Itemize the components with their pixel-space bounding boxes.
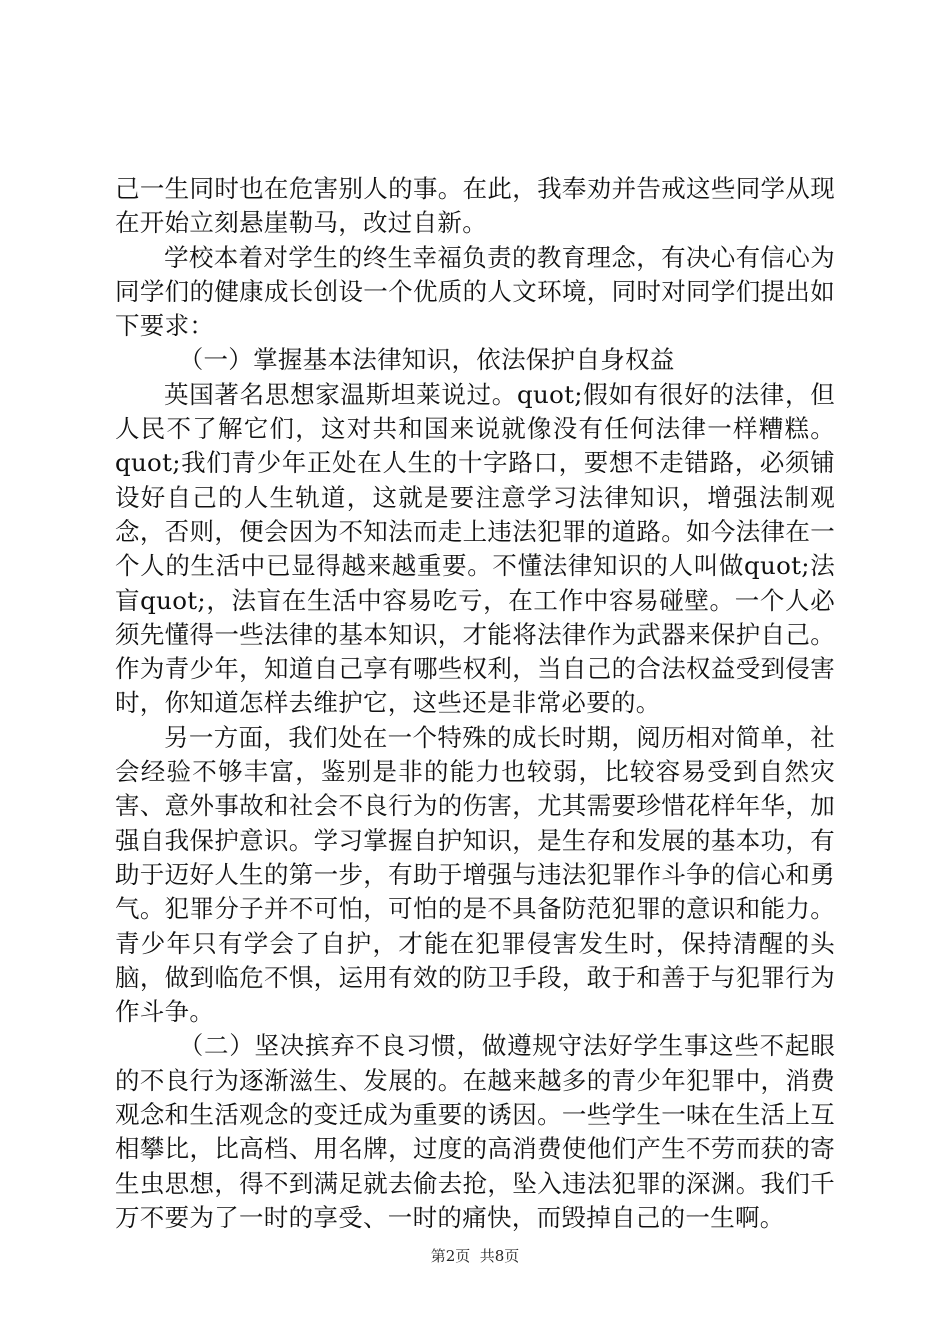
paragraph-law-knowledge: 英国著名思想家温斯坦莱说过。quot;假如有很好的法律，但人民不了解它们，这对共和国来说就像没有任何法律一样糟糕。quot;我们青少年正处在人生的十字路口，要想不走错路，必须铺设好自己的人生轨道，这就是要注意学习法律知识，增强法制观念，否则，便会因为不知法而走上违法犯罪的道路。如今法律在一个人的生活中已显得越来越重要。不懂法律知识的人叫做quot;法盲quot;，法盲在生活中容易吃亏，在工作中容易碰壁。一个人必须先懂得一些法律的基本知识，才能将法律作为武器来保护自己。作为青少年，知道自己享有哪些权利，当自己的合法权益受到侵害时，你知道怎样去维护它，这些还是非常必要的。 — [115, 379, 835, 718]
section-heading-one: （一）掌握基本法律知识，依法保护自身权益 — [178, 345, 675, 375]
document-body — [115, 172, 835, 1235]
paragraph-continuation: 己一生同时也在危害别人的事。在此，我奉劝并告戒这些同学从现在开始立刻悬崖勒马，改过自新。 — [115, 174, 835, 238]
section-heading-two-paragraph: （二）坚决摈弃不良习惯，做遵规守法好学生事这些不起眼的不良行为逐渐滋生、发展的。在越来越多的青少年犯罪中，消费观念和生活观念的变迁成为重要的诱因。一些学生一味在生活上互相攀比，比高档、用名牌，过度的高消费使他们产生不劳而获的寄生虫思想，得不到满足就去偷去抢，坠入违法犯罪的深渊。我们千万不要为了一时的享受、一时的痛快，而毁掉自己的一生啊。 — [115, 1031, 835, 1232]
paragraph-school-commitment: 学校本着对学生的终生幸福负责的教育理念，有决心有信心为同学们的健康成长创设一个优质的人文环境，同时对同学们提出如下要求： — [115, 242, 835, 341]
page-number-label: 第2页 共8页 — [430, 1247, 520, 1265]
page-footer — [0, 1246, 950, 1266]
paragraph-self-protection: 另一方面，我们处在一个特殊的成长时期，阅历相对简单，社会经验不够丰富，鉴别是非的能力也较弱，比较容易受到自然灾害、意外事故和社会不良行为的伤害，尤其需要珍惜花样年华，加强自我保护意识。学习掌握自护知识，是生存和发展的基本功，有助于迈好人生的第一步，有助于增强与违法犯罪作斗争的信心和勇气。犯罪分子并不可怕，可怕的是不具备防范犯罪的意识和能力。青少年只有学会了自护，才能在犯罪侵害发生时，保持清醒的头脑，做到临危不惧，运用有效的防卫手段，敢于和善于与犯罪行为作斗争。 — [115, 722, 835, 1027]
